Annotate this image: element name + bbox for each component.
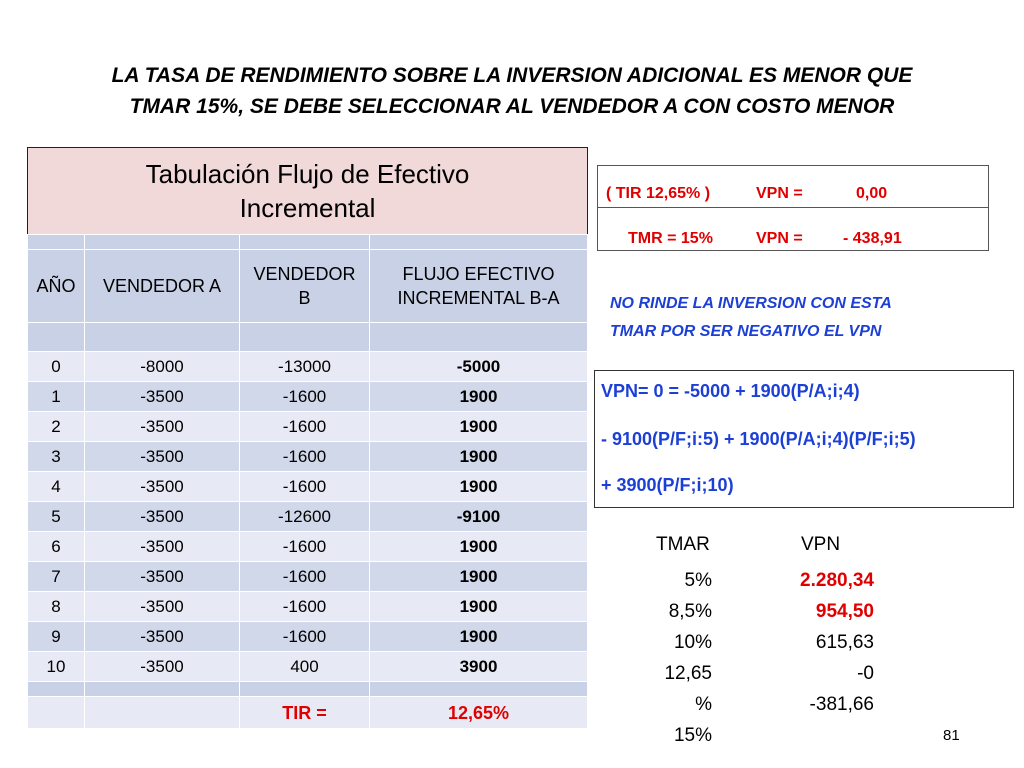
tmar-header: TMAR xyxy=(656,534,710,555)
vpn-value: 615,63 xyxy=(815,632,874,653)
cell-incremental: 1900 xyxy=(370,562,588,592)
cell-year: 7 xyxy=(28,562,85,592)
cell-vendor-b: -1600 xyxy=(240,532,370,562)
tir-vpn-box xyxy=(597,165,989,251)
tir-vpn-label: VPN = xyxy=(756,185,803,202)
header-incremental-line-2: INCREMENTAL B-A xyxy=(397,288,560,308)
cell-incremental: -5000 xyxy=(370,352,588,382)
header-incremental-line-1: FLUJO EFECTIVO xyxy=(402,264,555,284)
table-row xyxy=(28,412,588,442)
table-title xyxy=(28,148,588,235)
tir-row xyxy=(28,697,588,729)
vpn-values-column xyxy=(770,565,874,720)
cell-incremental: 3900 xyxy=(370,652,588,682)
cell-vendor-b: 400 xyxy=(240,652,370,682)
tmar-value: 10% xyxy=(673,632,712,653)
cell-vendor-b: -1600 xyxy=(240,442,370,472)
cell-incremental: 1900 xyxy=(370,622,588,652)
tir-value: 12,65% xyxy=(370,697,588,729)
tmar-value: 12,65 xyxy=(664,663,712,684)
vpn-value: -381,66 xyxy=(809,694,874,715)
table-title-line-1: Tabulación Flujo de Efectivo xyxy=(145,159,470,189)
table-row xyxy=(28,622,588,652)
note-line-2: TMAR POR SER NEGATIVO EL VPN xyxy=(610,323,882,340)
tir-vpn-value: 0,00 xyxy=(856,185,888,202)
table-row xyxy=(28,382,588,412)
cell-year: 0 xyxy=(28,352,85,382)
cell-incremental: -9100 xyxy=(370,502,588,532)
table-row xyxy=(28,592,588,622)
vpn-value: -0 xyxy=(857,663,874,684)
cell-vendor-a: -3500 xyxy=(85,382,240,412)
vpn-value: 954,50 xyxy=(815,601,874,622)
table-title-line-2: Incremental xyxy=(239,193,376,223)
vpn-value: 2.280,34 xyxy=(800,570,874,591)
table-spacer-row xyxy=(28,323,588,352)
cell-incremental: 1900 xyxy=(370,532,588,562)
tir-box-divider xyxy=(598,207,988,208)
table-row xyxy=(28,352,588,382)
cell-year: 9 xyxy=(28,622,85,652)
cell-vendor-b: -1600 xyxy=(240,592,370,622)
vpn-formula-box xyxy=(594,370,1014,508)
cell-year: 6 xyxy=(28,532,85,562)
cell-vendor-b: -1600 xyxy=(240,622,370,652)
cell-year: 3 xyxy=(28,442,85,472)
cell-vendor-a: -3500 xyxy=(85,442,240,472)
page-number: 81 xyxy=(943,727,960,744)
cell-year: 5 xyxy=(28,502,85,532)
table-header-row xyxy=(28,250,588,323)
table-body xyxy=(28,352,588,682)
formula-line-2: - 9100(P/F;i:5) + 1900(P/A;i;4)(P/F;i;5) xyxy=(601,429,916,449)
cell-vendor-a: -3500 xyxy=(85,472,240,502)
cash-flow-table xyxy=(27,147,588,729)
header-vendor-b xyxy=(240,250,370,323)
tmar-value: 5% xyxy=(684,570,712,591)
cell-vendor-a: -3500 xyxy=(85,562,240,592)
header-vendor-b-line-2: B xyxy=(298,288,311,308)
cell-year: 8 xyxy=(28,592,85,622)
cell-year: 10 xyxy=(28,652,85,682)
table-row xyxy=(28,442,588,472)
cell-vendor-a: -3500 xyxy=(85,532,240,562)
cell-vendor-b: -1600 xyxy=(240,412,370,442)
tmr-vpn-value: - 438,91 xyxy=(843,230,902,247)
formula-line-3: + 3900(P/F;i;10) xyxy=(601,475,734,495)
cell-vendor-b: -1600 xyxy=(240,562,370,592)
note-line-1: NO RINDE LA INVERSION CON ESTA xyxy=(610,295,892,312)
cell-incremental: 1900 xyxy=(370,592,588,622)
table-spacer-row xyxy=(28,235,588,250)
cell-incremental: 1900 xyxy=(370,472,588,502)
table-row xyxy=(28,502,588,532)
tir-label: TIR = xyxy=(240,697,370,729)
tir-rate: ( TIR 12,65% ) xyxy=(606,185,711,202)
cell-year: 1 xyxy=(28,382,85,412)
tmr-rate: TMR = 15% xyxy=(628,230,713,247)
table-row xyxy=(28,562,588,592)
tmar-value: 15% xyxy=(673,725,712,746)
cell-vendor-a: -3500 xyxy=(85,502,240,532)
header-year: AÑO xyxy=(28,250,85,323)
negative-vpn-note xyxy=(610,290,990,346)
cell-incremental: 1900 xyxy=(370,442,588,472)
tmar-value: % xyxy=(695,694,712,715)
header-vendor-a: VENDEDOR A xyxy=(85,250,240,323)
cell-incremental: 1900 xyxy=(370,382,588,412)
table-spacer-row xyxy=(28,682,588,697)
vpn-header: VPN xyxy=(801,534,841,555)
table-row xyxy=(28,532,588,562)
cell-year: 4 xyxy=(28,472,85,502)
heading-line-2: TMAR 15%, SE DEBE SELECCIONAR AL VENDEDOR A CON COSTO MENOR xyxy=(129,95,895,118)
cell-vendor-a: -3500 xyxy=(85,622,240,652)
tmar-values-column xyxy=(640,565,712,751)
cell-vendor-b: -13000 xyxy=(240,352,370,382)
heading-line-1: LA TASA DE RENDIMIENTO SOBRE LA INVERSION ADICIONAL ES MENOR QUE xyxy=(111,64,913,87)
cell-vendor-b: -1600 xyxy=(240,472,370,502)
cell-vendor-a: -3500 xyxy=(85,412,240,442)
table-row xyxy=(28,472,588,502)
formula-line-1: VPN= 0 = -5000 + 1900(P/A;i;4) xyxy=(601,381,860,401)
cell-incremental: 1900 xyxy=(370,412,588,442)
tmr-vpn-label: VPN = xyxy=(756,230,803,247)
cell-vendor-b: -1600 xyxy=(240,382,370,412)
cell-vendor-a: -3500 xyxy=(85,592,240,622)
cell-year: 2 xyxy=(28,412,85,442)
cell-vendor-a: -8000 xyxy=(85,352,240,382)
header-incremental xyxy=(370,250,588,323)
cell-vendor-b: -12600 xyxy=(240,502,370,532)
cell-vendor-a: -3500 xyxy=(85,652,240,682)
table-row xyxy=(28,652,588,682)
slide-heading xyxy=(30,60,994,122)
header-vendor-b-line-1: VENDEDOR xyxy=(253,264,356,284)
tmar-value: 8,5% xyxy=(668,601,712,622)
